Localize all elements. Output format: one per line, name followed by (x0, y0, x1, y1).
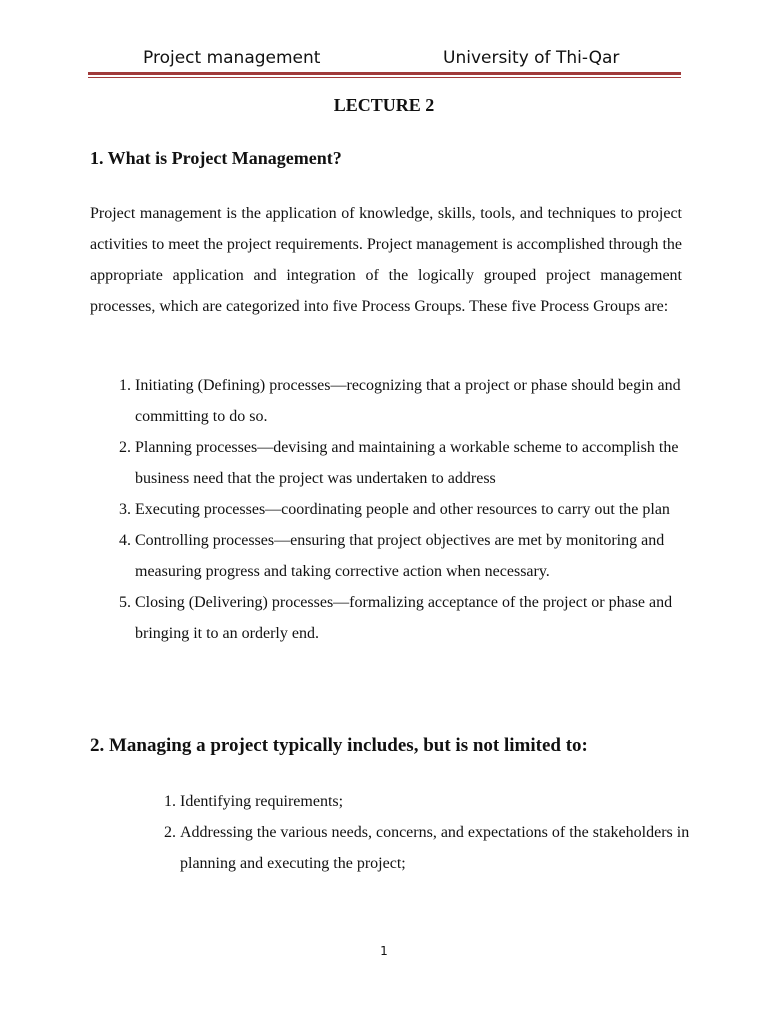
list-item: 1. Initiating (Defining) processes—recognizing that a project or phase should begin and committing to do so. (135, 370, 715, 432)
process-groups-list (90, 370, 715, 649)
list-item: 2. Planning processes—devising and maintaining a workable scheme to accomplish the business need that the project was undertaken to address (135, 432, 715, 494)
list-item: 5. Closing (Delivering) processes—formalizing acceptance of the project or phase and bringing it to an orderly end. (135, 587, 715, 649)
list-item: 4. Controlling processes—ensuring that project objectives are met by monitoring and measuring progress and taking corrective action when necessary. (135, 525, 715, 587)
header-university: University of Thi-Qar (443, 48, 620, 68)
list-item: 1. Identifying requirements; (180, 786, 740, 817)
managing-list (90, 786, 740, 879)
header-course-title: Project management (143, 48, 321, 68)
page-header (88, 46, 680, 74)
lecture-title: LECTURE 2 (333, 95, 435, 115)
page-number: 1 (380, 944, 388, 958)
section-1-heading: 1. What is Project Management? (90, 148, 342, 168)
list-item: 3. Executing processes—coordinating people and other resources to carry out the plan (135, 494, 715, 525)
section-1-paragraph: Project management is the application of knowledge, skills, tools, and techniques to project activities to meet the project requirements. Project management is accomplished through the appropriate application and integration of the logically grouped project management processes, which are categorized into five Process Groups. These five Process Groups are: (90, 205, 682, 315)
list-item: 2. Addressing the various needs, concerns, and expectations of the stakeholders in planning and executing the project; (180, 817, 740, 879)
header-rule-thin (88, 77, 681, 78)
header-rule-thick (88, 72, 681, 75)
section-2-heading: 2. Managing a project typically includes, but is not limited to: (90, 735, 588, 756)
